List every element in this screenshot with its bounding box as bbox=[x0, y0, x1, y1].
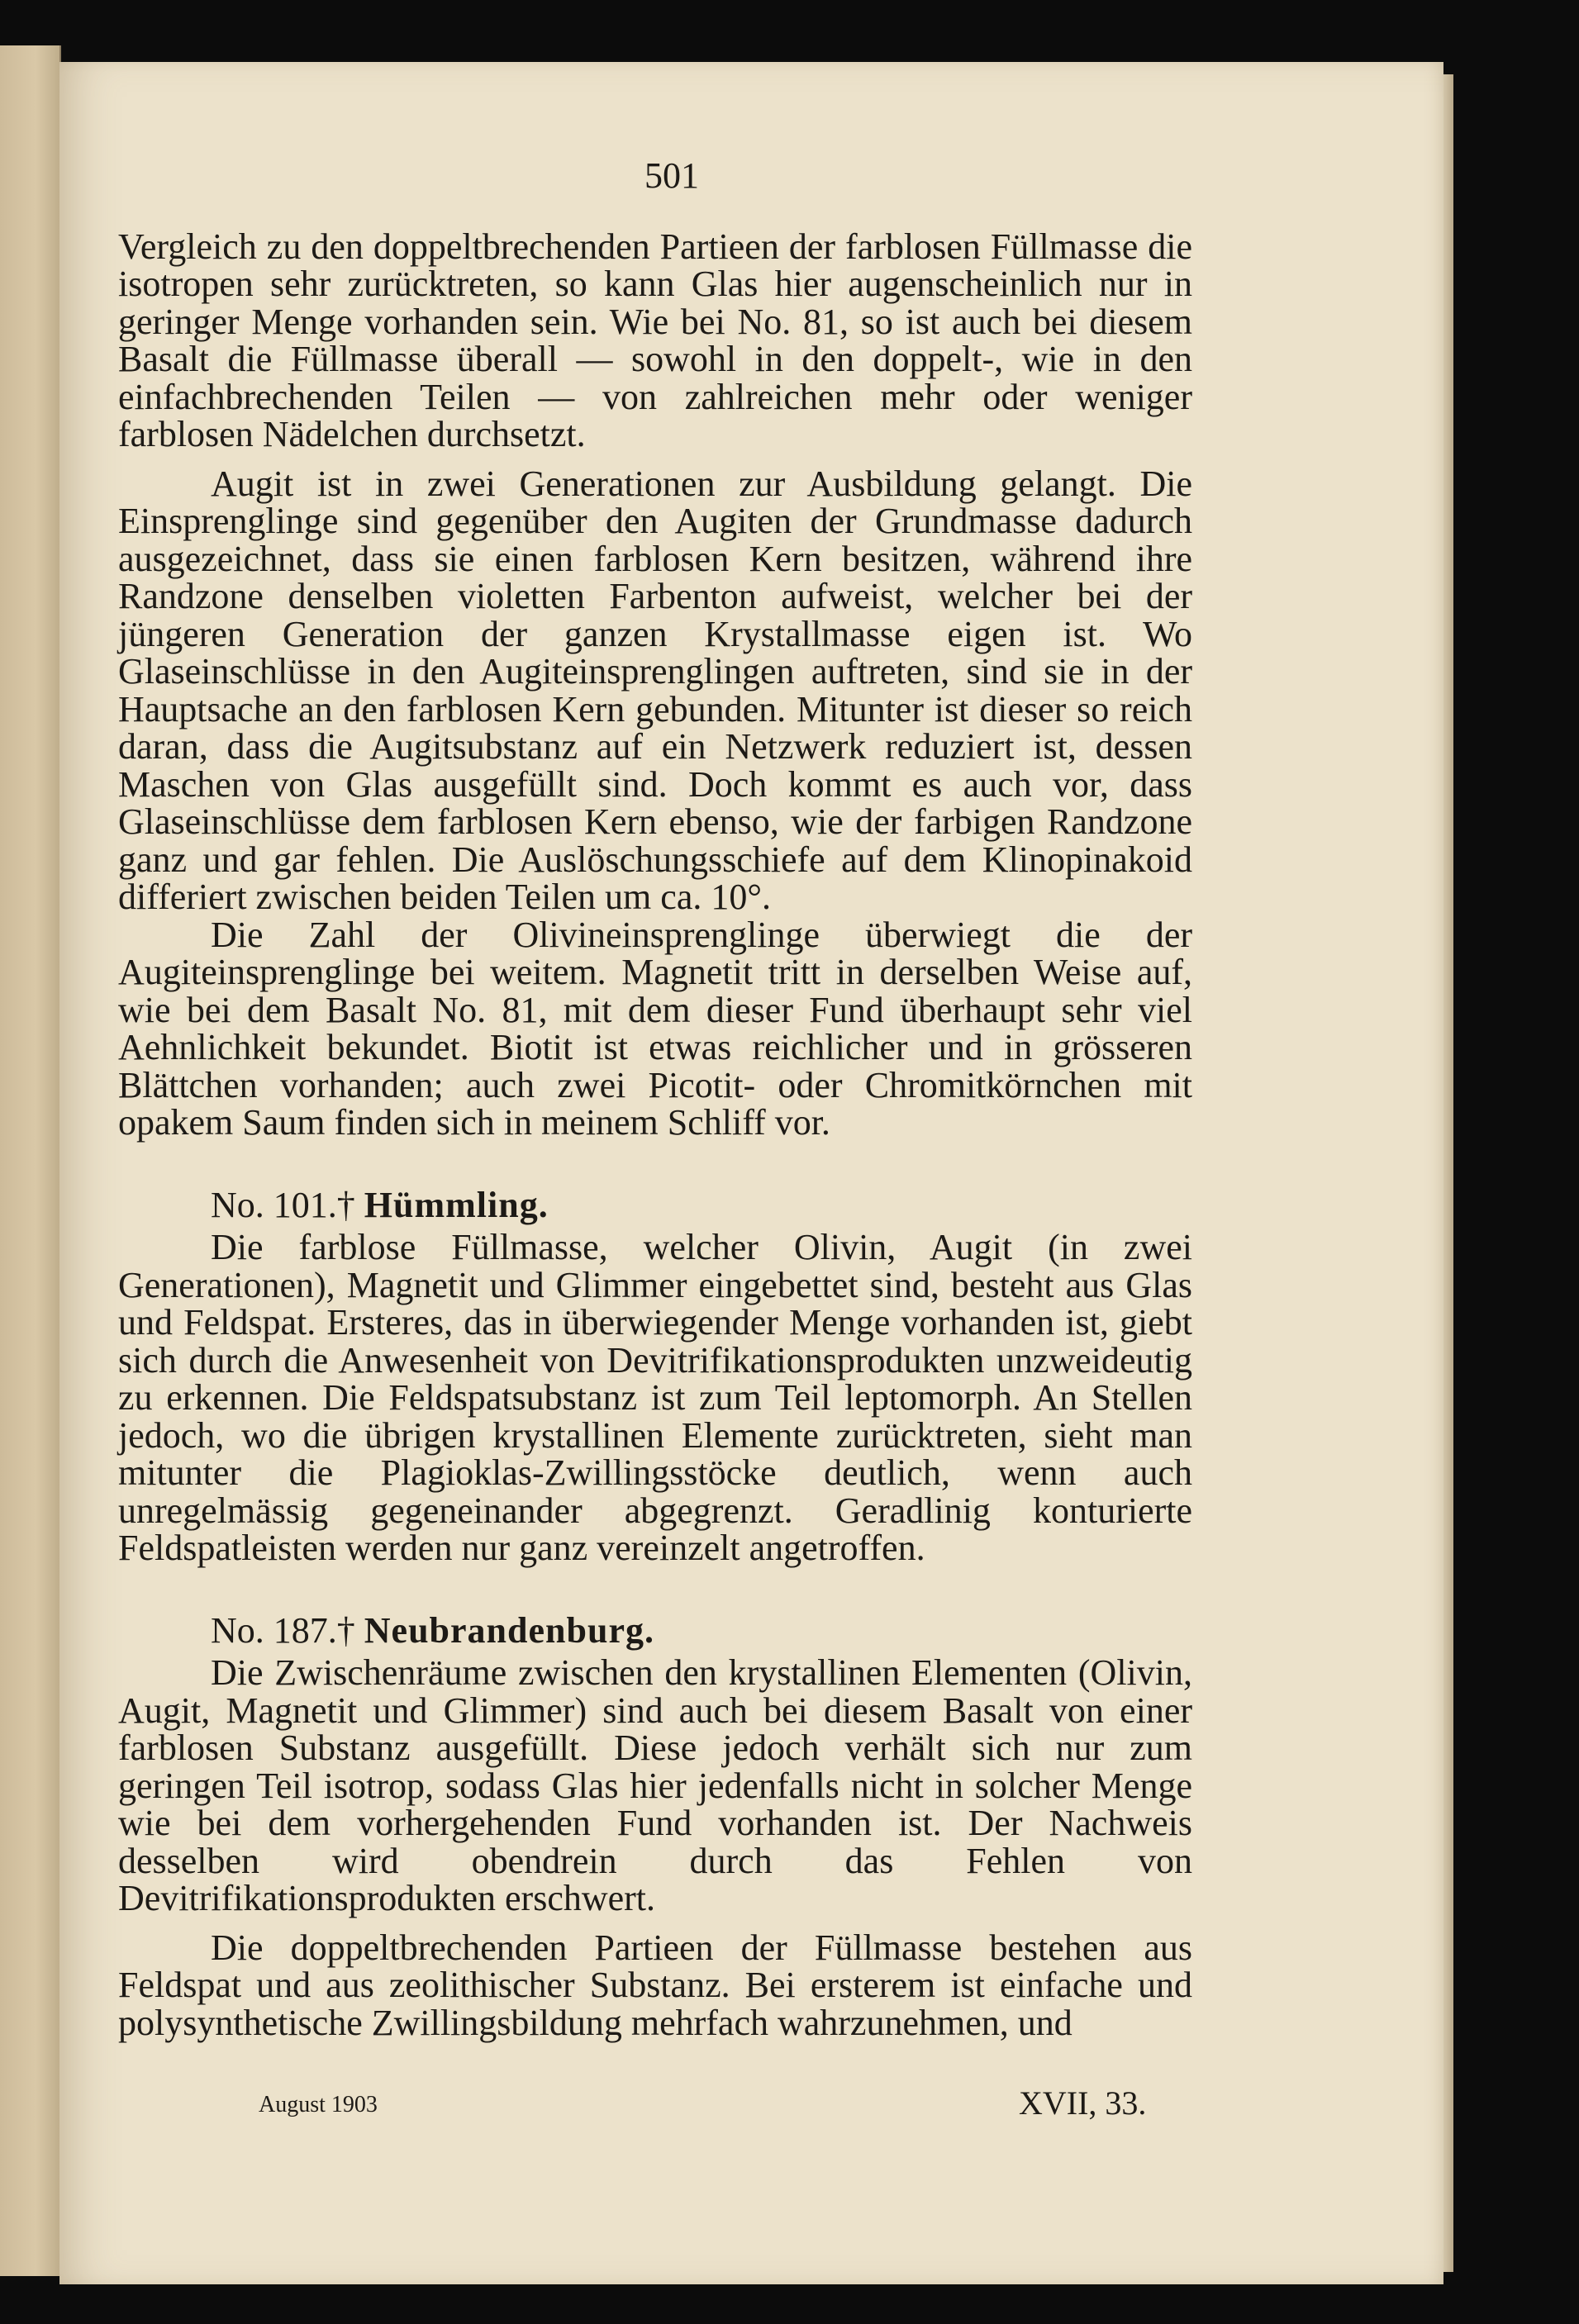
footer-date: August 1903 bbox=[259, 2092, 378, 2117]
section-location: Neubrandenburg. bbox=[364, 1609, 654, 1651]
footer-signature: XVII, 33. bbox=[1019, 2084, 1147, 2122]
paragraph-augit: Augit ist in zwei Generationen zur Ausbildung gelangt. Die Einsprenglinge sind gegenüber den Augiten der Grundmasse dadurch ausgezeichnet, dass sie einen farblosen Kern besitzen, während ihre Randzone denselben violetten Farbenton aufweist, welcher bei der jüngeren Generation der ganzen Krystallmasse eigen ist. Wo Glaseinschlüsse in den Augiteinsprenglingen auftreten, sind sie in der Hauptsache an den farblosen Kern gebunden. Mitunter ist dieser so reich daran, dass die Augitsubstanz auf ein Netzwerk reduziert ist, dessen Maschen von Glas ausgefüllt sind. Doch kommt es auch vor, dass Glaseinschlüsse dem farblosen Kern ebenso, wie der farbigen Randzone ganz und gar fehlen. Die Auslöschungsschiefe auf dem Klinopinakoid differiert zwischen beiden Teilen um ca. 10°. bbox=[118, 463, 1192, 917]
facing-page-edge bbox=[0, 45, 61, 2276]
paragraph-section-187-cont: Die doppeltbrechenden Partieen der Füllmasse bestehen aus Feldspat und aus zeolithischer Substanz. Bei ersterem ist einfache und polysynthetische Zwillingsbildung mehrfach wahrzunehmen, und bbox=[118, 1927, 1192, 2043]
section-heading-101 bbox=[118, 1186, 1192, 1224]
section-number: No. 187. bbox=[211, 1609, 337, 1651]
paragraph-section-187: Die Zwischenräume zwischen den krystallinen Elementen (Olivin, Augit, Magnetit und Glimmer) sind auch bei diesem Basalt von einer farblosen Substanz ausgefüllt. Diese jedoch verhält sich nur zum geringen Teil isotrop, sodass Glas hier jedenfalls nicht in solcher Menge wie bei dem vorhergehenden Fund vorhanden ist. Der Nachweis desselben wird obendrein durch das Fehlen von Devitrifikationsprodukten erschwert. bbox=[118, 1652, 1192, 1918]
section-location: Hümmling. bbox=[364, 1184, 549, 1225]
page-number: 501 bbox=[644, 155, 699, 196]
paragraph-section-101: Die farblose Füllmasse, welcher Olivin, Augit (in zwei Generationen), Magnetit und Glimmer eingebettet sind, besteht aus Glas und Feldspat. Ersteres, das in überwiegender Menge vorhanden ist, giebt sich durch die Anwesenheit von Devitrifikationsprodukten unzweideutig zu erkennen. Die Feldspatsubstanz ist zum Teil leptomorph. An Stellen jedoch, wo die übrigen krystallinen Elemente zurücktreten, sieht man mitunter die Plagioklas-Zwillingsstöcke deutlich, wenn auch unregelmässig gegeneinander abgegrenzt. Geradlinig konturierte Feldspatleisten werden nur ganz vereinzelt angetroffen. bbox=[118, 1227, 1192, 1568]
paragraph-olivin: Die Zahl der Olivineinsprenglinge überwiegt die der Augiteinsprenglinge bei weitem. Magnetit tritt in derselben Weise auf, wie bei dem Basalt No. 81, mit dem dieser Fund überhaupt sehr viel Aehnlichkeit bekundet. Biotit ist etwas reichlicher und in grösseren Blättchen vorhanden; auch zwei Picotit- oder Chromitkörnchen mit opakem Saum finden sich in meinem Schliff vor. bbox=[118, 914, 1192, 1143]
dagger-mark: † bbox=[336, 1184, 355, 1225]
section-number: No. 101. bbox=[211, 1184, 337, 1225]
section-heading-187 bbox=[118, 1609, 1192, 1651]
page-content bbox=[118, 99, 1192, 2041]
page-fore-edge bbox=[1442, 74, 1453, 2272]
paragraph-continued: Vergleich zu den doppeltbrechenden Partieen der farblosen Füllmasse die isotropen sehr zurücktreten, so kann Glas hier augenscheinlich nur in geringer Menge vorhanden sein. Wie bei No. 81, so ist auch bei diesem Basalt die Füllmasse überall — sowohl in den doppelt-, wie in den einfachbrechenden Teilen — von zahlreichen mehr oder weniger farblosen Nädelchen durchsetzt. bbox=[118, 226, 1192, 454]
dagger-mark: † bbox=[336, 1609, 355, 1651]
